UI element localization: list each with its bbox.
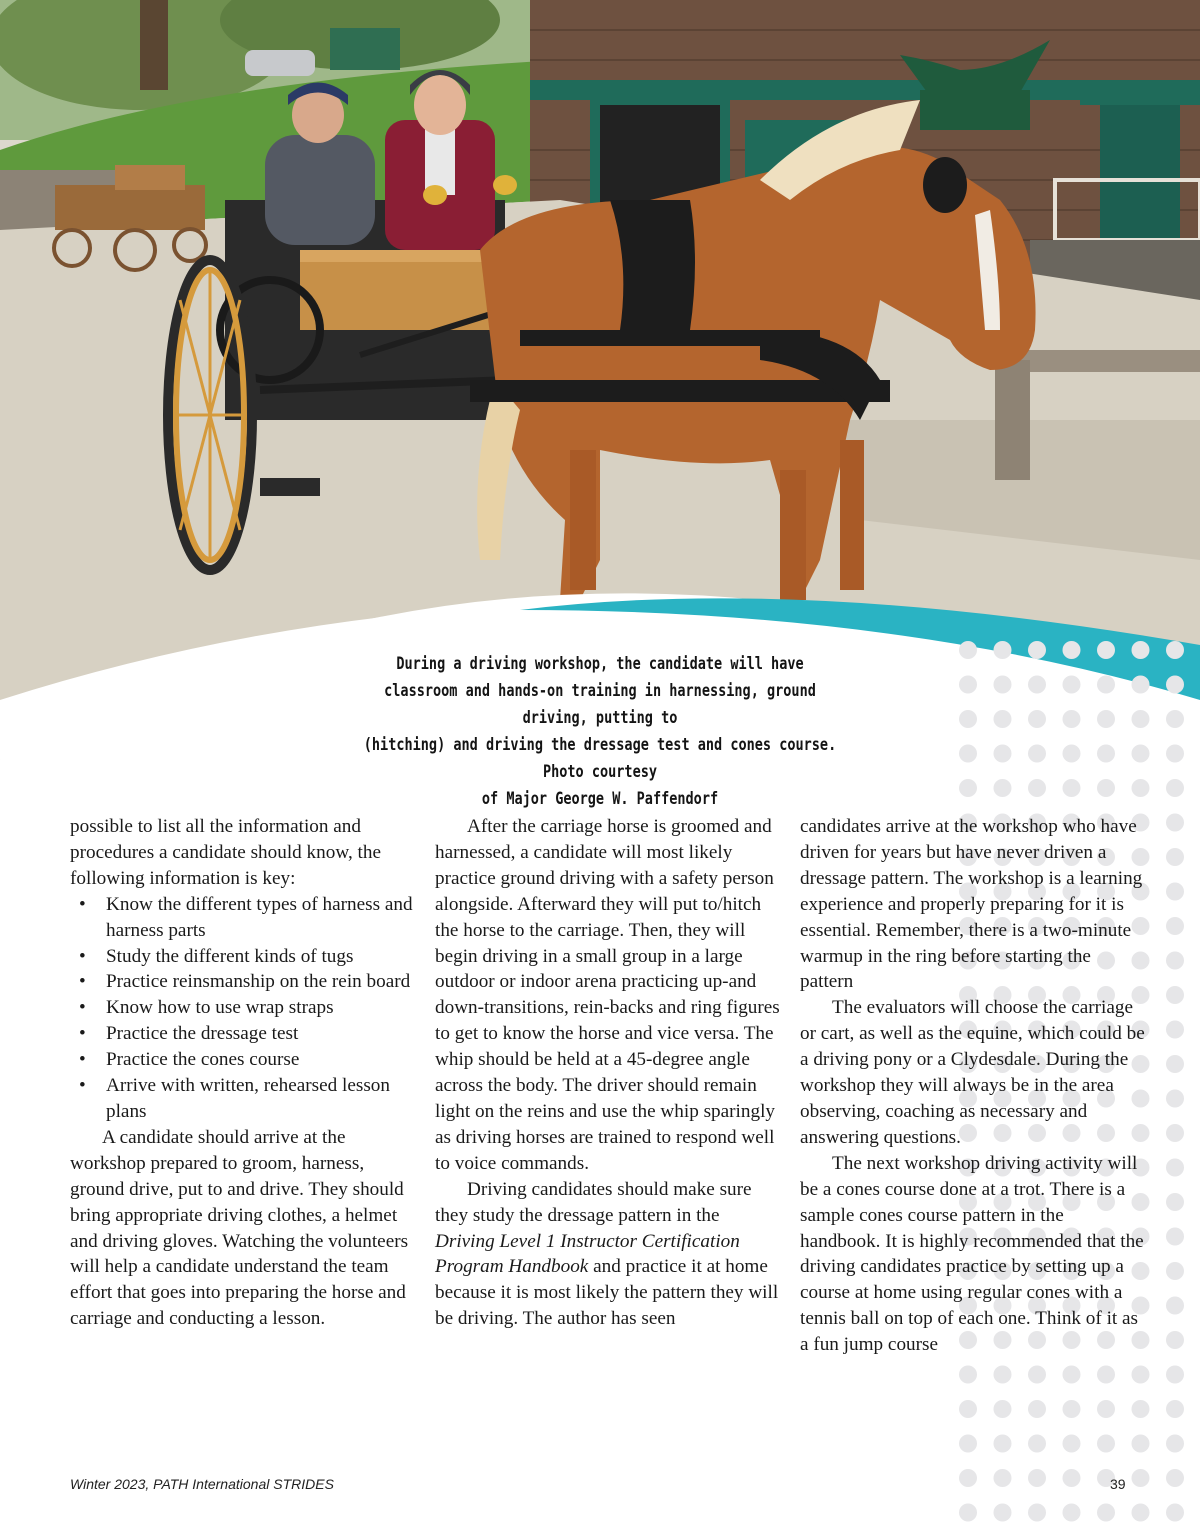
article-column-2 [435,814,780,1332]
list-item: • Practice the dressage test [70,1021,415,1047]
text-run: Driving candidates should make sure they study the dressage pattern in the [435,1178,752,1226]
list-item: • Study the different kinds of tugs [70,944,415,970]
caption-line: classroom and hands-on training in harnessing, ground driving, putting to [384,681,816,727]
paragraph [435,1177,780,1332]
paragraph: candidates arrive at the workshop who have driven for years but have never driven a dressage pattern. The workshop is a learning experience and properly preparing for it is essential. Remember, there is a two-minute warmup in the ring before starting the pattern [800,816,1143,993]
key-info-list [70,892,415,1125]
caption-line: (hitching) and driving the dressage test and cones course. Photo courtesy [363,735,837,781]
handbook-title: Driving Level 1 Instructor Certification Program Handbook [435,1230,740,1278]
list-item: • Practice the cones course [70,1047,415,1073]
list-item: • Know how to use wrap straps [70,995,415,1021]
list-item: • Practice reinsmanship on the rein board [70,969,415,995]
list-item: • Know the different types of harness and harness parts [70,892,415,944]
paragraph: After the carriage horse is groomed and harnessed, a candidate will most likely practice ground driving with a safety person alongside. Afterward they will put to/hitch the horse to the carriage. Then, they will begin driving in a small group in a large outdoor or indoor arena practicing up-and down-transitions, rein-backs and ring figures to get to know the horse and vice versa. The whip should be held at a 45-degree angle across the body. The driver should remain light on the reins and use the whip sparingly as driving horses are trained to respond well to voice commands. [435,816,780,1174]
caption-line: of Major George W. Paffendorf [481,789,719,808]
page-number: 39 [1110,1476,1126,1492]
paragraph: A candidate should arrive at the workshop prepared to groom, harness, ground drive, put to and drive. They should bring appropriate driving clothes, a helmet and driving gloves. Watching the volunteers will help a candidate understand the team effort that goes into preparing the horse and carriage and conducting a lesson. [70,1126,409,1330]
paragraph: possible to list all the information and procedures a candidate should know, the following information is key: [70,816,381,889]
paragraph: The next workshop driving activity will be a cones course done at a trot. There is a sample cones course pattern in the handbook. It is highly recommended that the driving candidates practice by setting up a course at home using regular cones with a tennis ball on top of each one. Think of it as a fun jump course [800,1152,1144,1356]
article-column-1 [70,814,415,1332]
caption-line: During a driving workshop, the candidate will have [396,654,804,673]
article-column-3 [800,814,1145,1358]
publication-footer: Winter 2023, PATH International STRIDES [70,1476,334,1492]
photo-caption [354,650,846,812]
text-run: and practice it at home because it is most likely the pattern they will be driving. The author has seen [435,1256,779,1330]
paragraph: The evaluators will choose the carriage or cart, as well as the equine, which could be a driving pony or a Clydesdale. During the workshop they will always be in the area observing, coaching as necessary and answering questions. [800,997,1145,1148]
list-item: • Arrive with written, rehearsed lesson plans [70,1073,415,1125]
